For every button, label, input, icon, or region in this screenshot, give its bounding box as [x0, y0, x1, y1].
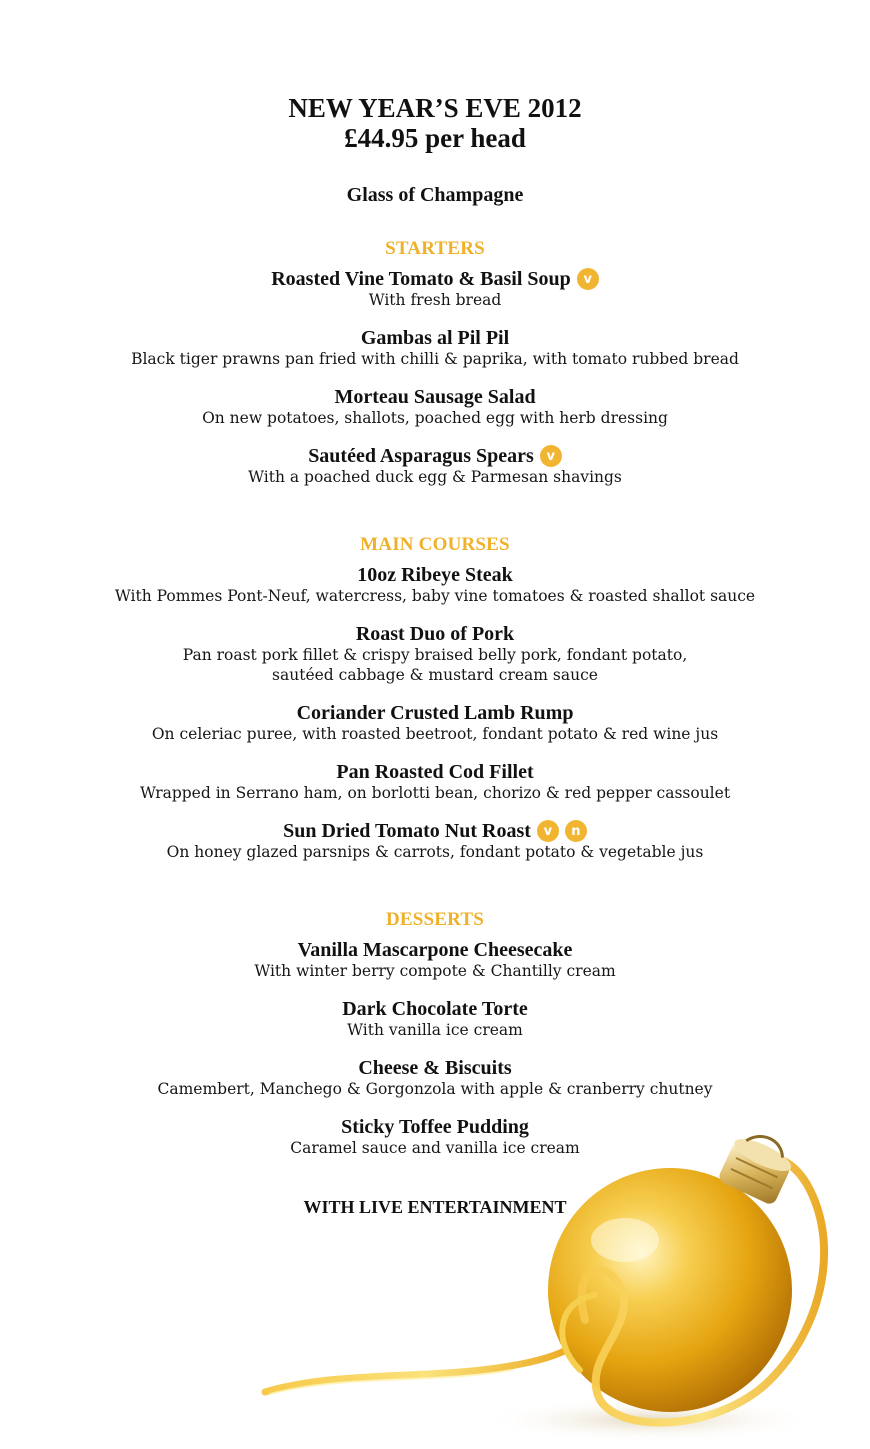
menu-item-description: With fresh bread	[368, 291, 502, 309]
menu-item-description: With winter berry compote & Chantilly cream	[254, 962, 616, 980]
menu-item-description: With a poached duck egg & Parmesan shavings	[248, 468, 622, 486]
menu-item-description: Pan roast pork fillet & crispy braised belly pork, fondant potato,	[182, 646, 688, 664]
menu-item	[0, 327, 870, 369]
menu-item-name: Dark Chocolate Torte	[342, 998, 528, 1020]
menu-item-name-text: Sautéed Asparagus Spears	[308, 445, 534, 467]
menu-item-name: Roast Duo of Pork	[355, 623, 515, 645]
desserts-heading: DESSERTS	[385, 909, 485, 930]
menu-item-name: Coriander Crusted Lamb Rump	[296, 702, 574, 724]
menu	[0, 93, 870, 1218]
welcome-drink: Glass of Champagne	[346, 184, 524, 206]
menu-item	[0, 386, 870, 428]
menu-item-description: Caramel sauce and vanilla ice cream	[290, 1139, 580, 1157]
menu-item-name: Pan Roasted Cod Fillet	[336, 761, 534, 783]
menu-item	[0, 268, 870, 310]
menu-item-name: Morteau Sausage Salad	[334, 386, 536, 408]
vegetarian-icon: v	[577, 268, 599, 290]
menu-item-description: On honey glazed parsnips & carrots, fondant potato & vegetable jus	[166, 843, 704, 861]
menu-price: £44.95 per head	[344, 123, 526, 153]
menu-item-description: With vanilla ice cream	[347, 1021, 523, 1039]
menu-item-name: Cheese & Biscuits	[358, 1057, 512, 1079]
menu-item	[0, 445, 870, 487]
menu-item-description: Camembert, Manchego & Gorgonzola with apple & cranberry chutney	[157, 1080, 713, 1098]
menu-item-name-text: Sun Dried Tomato Nut Roast	[283, 820, 531, 842]
menu-item-name	[271, 268, 599, 290]
ribbon-tail	[265, 1320, 586, 1392]
live-entertainment-note: WITH LIVE ENTERTAINMENT	[303, 1197, 567, 1217]
menu-item	[0, 939, 870, 981]
menu-item	[0, 1057, 870, 1099]
vegetarian-icon: v	[537, 820, 559, 842]
menu-item-name: Sticky Toffee Pudding	[341, 1116, 529, 1138]
menu-item-name: 10oz Ribeye Steak	[357, 564, 513, 586]
menu-item-name	[283, 820, 587, 842]
menu-item	[0, 761, 870, 803]
vegetarian-icon: v	[540, 445, 562, 467]
starters-heading: STARTERS	[385, 238, 485, 259]
menu-item-description: With Pommes Pont-Neuf, watercress, baby vine tomatoes & roasted shallot sauce	[114, 587, 756, 605]
menu-item	[0, 998, 870, 1040]
menu-item	[0, 820, 870, 862]
menu-item-description: On celeriac puree, with roasted beetroot, fondant potato & red wine jus	[151, 725, 719, 743]
main-courses-heading: MAIN COURSES	[360, 534, 510, 555]
menu-title: NEW YEAR’S EVE 2012	[288, 93, 582, 123]
bauble-highlight	[591, 1218, 659, 1262]
menu-item-description: sautéed cabbage & mustard cream sauce	[272, 666, 598, 684]
gold-christmas-bauble-icon	[250, 1130, 870, 1449]
menu-item-name	[308, 445, 562, 467]
menu-item	[0, 564, 870, 606]
contains-nuts-icon: n	[565, 820, 587, 842]
menu-item-name: Gambas al Pil Pil	[360, 327, 510, 349]
menu-item-description: Wrapped in Serrano ham, on borlotti bean, chorizo & red pepper cassoulet	[139, 784, 731, 802]
menu-item	[0, 702, 870, 744]
menu-item-name-text: Roasted Vine Tomato & Basil Soup	[271, 268, 571, 290]
menu-item-description: Black tiger prawns pan fried with chilli & paprika, with tomato rubbed bread	[131, 350, 739, 368]
menu-item	[0, 623, 870, 685]
menu-item-name: Vanilla Mascarpone Cheesecake	[297, 939, 573, 961]
menu-item-description: On new potatoes, shallots, poached egg with herb dressing	[202, 409, 668, 427]
